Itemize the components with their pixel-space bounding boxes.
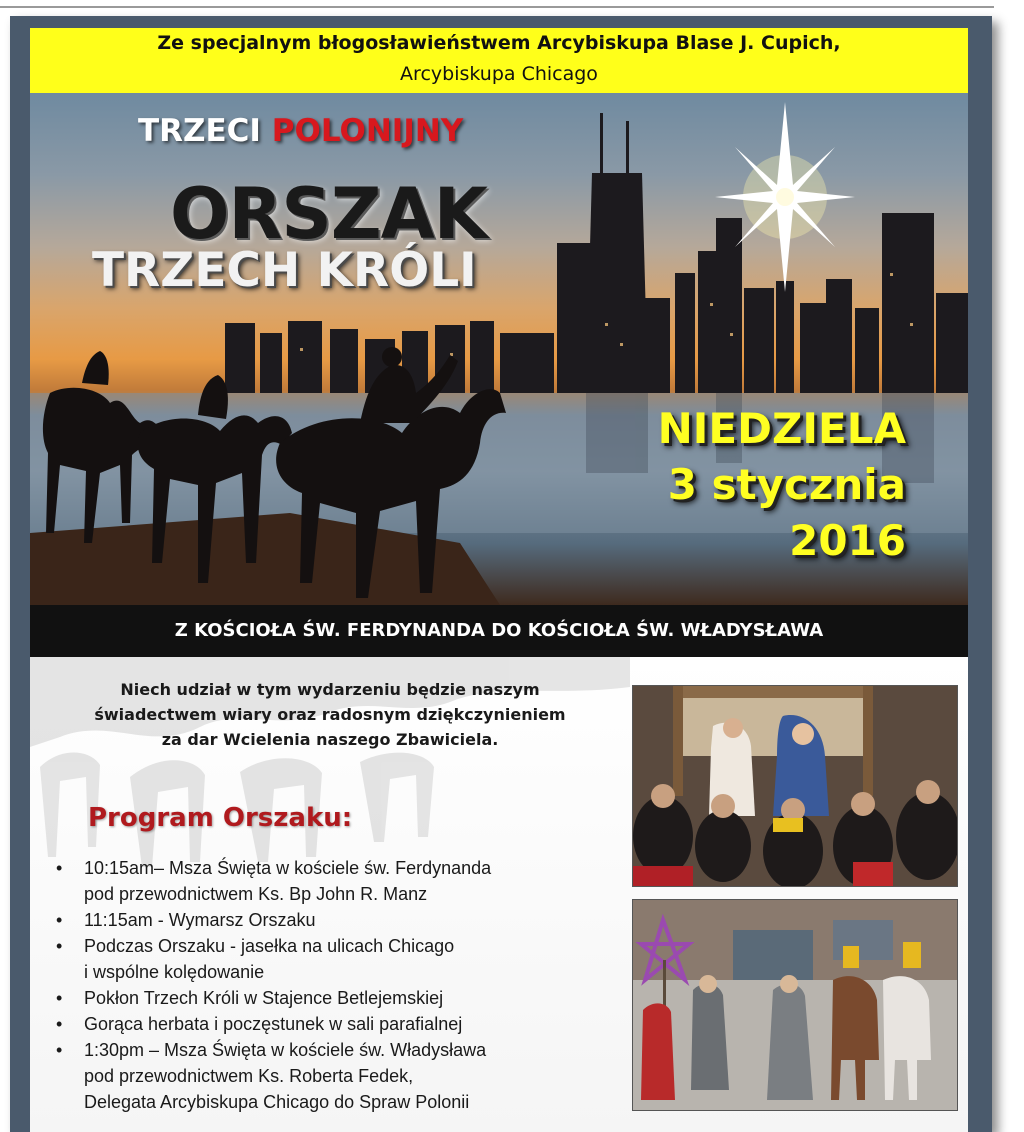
program-title: Program Orszaku: bbox=[88, 803, 353, 833]
blessing-header bbox=[30, 28, 968, 93]
schedule-item bbox=[54, 907, 614, 933]
intro-text bbox=[60, 677, 600, 752]
event-date-text: 3 stycznia bbox=[667, 460, 906, 509]
schedule-item-text: pod przewodnictwem Ks. Roberta Fedek, bbox=[84, 1066, 414, 1086]
schedule-item bbox=[54, 1037, 614, 1115]
event-date bbox=[658, 401, 906, 569]
title-orszak: ORSZAK bbox=[170, 173, 487, 255]
schedule-item-text: pod przewodnictwem Ks. Bp John R. Manz bbox=[84, 884, 428, 904]
route-banner: Z KOŚCIOŁA ŚW. FERDYNANDA DO KOŚCIOŁA ŚW. WŁADYSŁAWA bbox=[30, 605, 968, 657]
schedule-item-text: • Pokłon Trzech Króli w Stajence Betlejemskiej bbox=[84, 988, 444, 1008]
photo-nativity-scene bbox=[632, 685, 958, 887]
schedule-item bbox=[54, 855, 614, 907]
intro-line-1: Niech udział w tym wydarzeniu będzie naszym bbox=[120, 680, 540, 699]
intro-line-3: za dar Wcielenia naszego Zbawiciela. bbox=[161, 730, 499, 749]
intro-line-2: świadectwem wiary oraz radosnym dziękczynieniem bbox=[94, 705, 566, 724]
schedule-item-text: • 1:30pm – Msza Święta w kościele św. Władysława bbox=[84, 1040, 487, 1060]
schedule-item-text: • 10:15am– Msza Święta w kościele św. Ferdynanda bbox=[84, 858, 492, 878]
nativity-photo-illustration bbox=[633, 686, 958, 887]
event-year: 2016 bbox=[789, 516, 906, 565]
schedule-item-text: • Podczas Orszaku - jasełka na ulicach Chicago bbox=[84, 936, 455, 956]
top-rule bbox=[0, 6, 994, 8]
program-schedule bbox=[54, 855, 614, 1115]
title-word-trzeci: TRZECI bbox=[138, 113, 261, 149]
blessing-line-2: Arcybiskupa Chicago bbox=[400, 63, 598, 85]
poster bbox=[30, 28, 968, 1132]
title-word-polonijny: POLONIJNY bbox=[271, 113, 464, 149]
schedule-item-text: i wspólne kolędowanie bbox=[84, 962, 265, 982]
schedule-item-text: Delegata Arcybiskupa Chicago do Spraw Polonii bbox=[84, 1092, 470, 1112]
schedule-item bbox=[54, 985, 614, 1011]
title-trzeci-polonijny bbox=[138, 113, 463, 149]
title-trzech-kroli: TRZECH KRÓLI bbox=[92, 243, 477, 298]
photo-procession bbox=[632, 899, 958, 1111]
schedule-item-text: • 11:15am - Wymarsz Orszaku bbox=[84, 910, 316, 930]
procession-photo-illustration bbox=[633, 900, 958, 1111]
program-section bbox=[30, 657, 968, 1132]
event-day: NIEDZIELA bbox=[657, 404, 906, 453]
schedule-item-text: • Gorąca herbata i poczęstunek w sali parafialnej bbox=[84, 1014, 463, 1034]
hero-banner bbox=[30, 93, 968, 605]
schedule-item bbox=[54, 1011, 614, 1037]
schedule-item bbox=[54, 933, 614, 985]
blessing-line-1: Ze specjalnym błogosławieństwem Arcybiskupa Blase J. Cupich, bbox=[157, 32, 841, 54]
